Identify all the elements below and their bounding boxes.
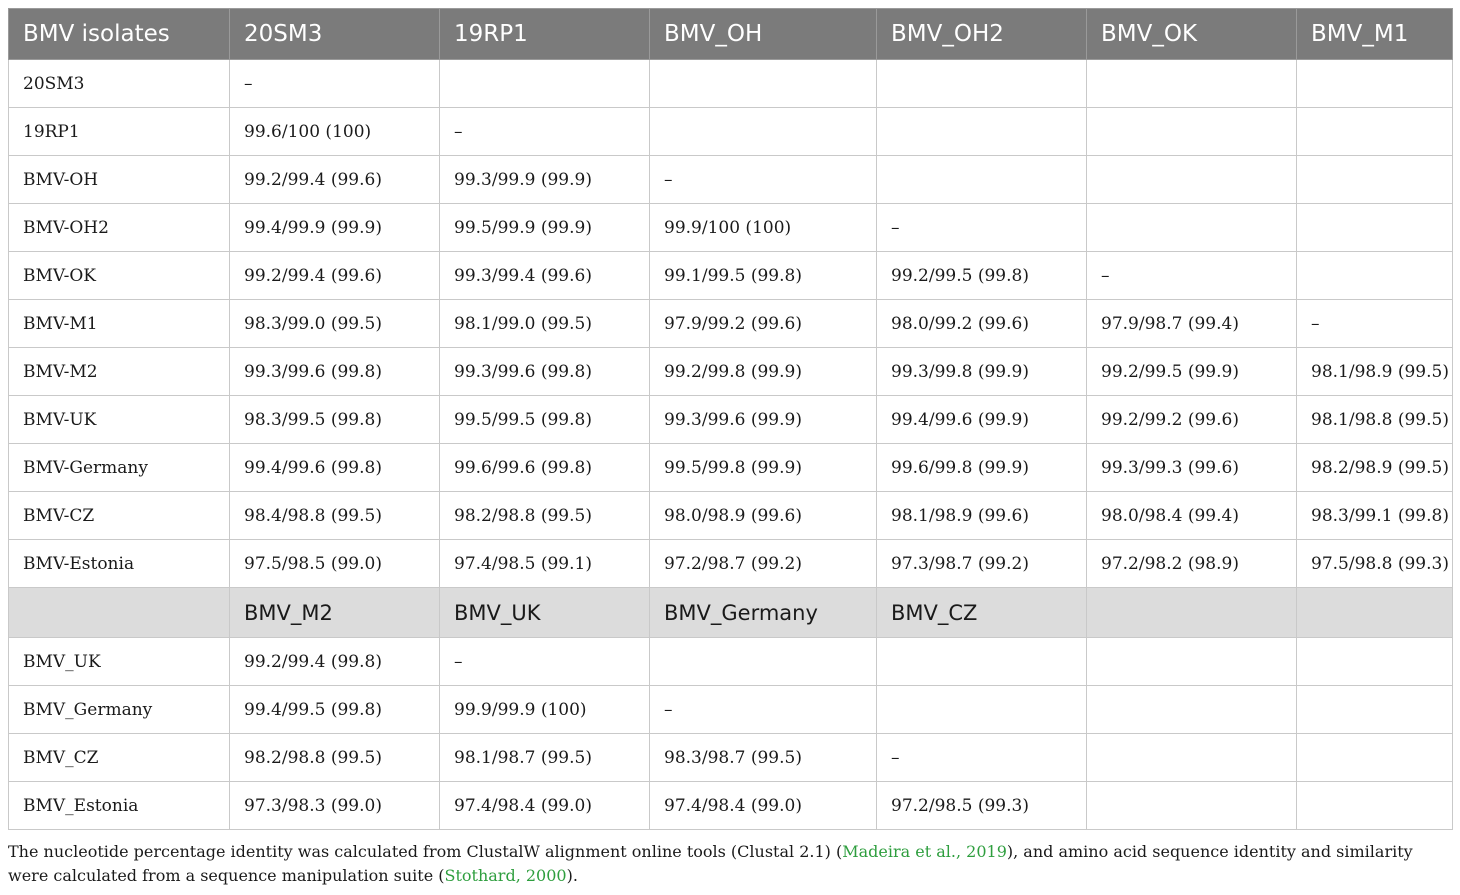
table-cell: 99.9/100 (100) — [650, 204, 877, 252]
footnote-text: ), and amino acid sequence identity and similarity were calculated from a sequence manipulation suite ( — [8, 842, 1413, 885]
table-cell: 97.2/98.2 (98.9) — [1087, 540, 1297, 588]
table-cell: 99.3/99.3 (99.6) — [1087, 444, 1297, 492]
table-row — [9, 60, 1453, 108]
row-label: BMV-M1 — [9, 300, 230, 348]
table-row — [9, 444, 1453, 492]
table-cell — [1087, 686, 1297, 734]
table-row — [9, 638, 1453, 686]
table-cell — [1297, 108, 1453, 156]
table-cell: 97.2/98.5 (99.3) — [877, 782, 1087, 830]
table-row — [9, 252, 1453, 300]
row-label: BMV_CZ — [9, 734, 230, 782]
reference-link-madeira[interactable]: Madeira et al., 2019 — [842, 842, 1007, 861]
table-cell — [1297, 686, 1453, 734]
table-cell: 98.1/99.0 (99.5) — [440, 300, 650, 348]
table-cell — [877, 638, 1087, 686]
table-cell — [1087, 782, 1297, 830]
table-cell: 99.4/99.6 (99.8) — [230, 444, 440, 492]
table-cell — [1087, 108, 1297, 156]
table-cell — [877, 60, 1087, 108]
table-row — [9, 492, 1453, 540]
table-cell: 99.2/99.5 (99.9) — [1087, 348, 1297, 396]
table-cell: 99.3/99.8 (99.9) — [877, 348, 1087, 396]
table-cell: 99.1/99.5 (99.8) — [650, 252, 877, 300]
table-cell: 99.2/99.4 (99.8) — [230, 638, 440, 686]
row-label: 20SM3 — [9, 60, 230, 108]
table-row — [9, 204, 1453, 252]
table-cell: 97.5/98.8 (99.3) — [1297, 540, 1453, 588]
row-label: BMV-UK — [9, 396, 230, 444]
row-label: BMV-Germany — [9, 444, 230, 492]
subheader-cell — [1297, 588, 1453, 638]
table-cell: 99.3/99.4 (99.6) — [440, 252, 650, 300]
row-label: BMV_Estonia — [9, 782, 230, 830]
table-cell — [877, 156, 1087, 204]
table-cell: 98.3/99.5 (99.8) — [230, 396, 440, 444]
table-cell: 99.5/99.8 (99.9) — [650, 444, 877, 492]
table-cell — [1087, 638, 1297, 686]
table-cell: 99.2/99.8 (99.9) — [650, 348, 877, 396]
table-cell — [1087, 156, 1297, 204]
table-row — [9, 782, 1453, 830]
table-cell: 98.1/98.9 (99.5) — [1297, 348, 1453, 396]
table-cell: 99.6/99.6 (99.8) — [440, 444, 650, 492]
reference-link-stothard[interactable]: Stothard, 2000 — [444, 866, 567, 885]
table-cell — [1087, 734, 1297, 782]
table-cell — [650, 60, 877, 108]
row-label: BMV_UK — [9, 638, 230, 686]
table-row — [9, 300, 1453, 348]
table-cell: 99.5/99.9 (99.9) — [440, 204, 650, 252]
table-cell — [1297, 782, 1453, 830]
table-cell: – — [1297, 300, 1453, 348]
table-cell: 98.2/98.8 (99.5) — [230, 734, 440, 782]
footnote-text: The nucleotide percentage identity was calculated from ClustalW alignment online tools (Clustal 2.1) ( — [8, 842, 843, 861]
table-cell: 98.1/98.9 (99.6) — [877, 492, 1087, 540]
table-cell: – — [230, 60, 440, 108]
table-cell: 99.2/99.2 (99.6) — [1087, 396, 1297, 444]
table-cell — [1087, 204, 1297, 252]
subheader-cell: BMV_M2 — [230, 588, 440, 638]
table-cell — [440, 60, 650, 108]
subheader-cell — [9, 588, 230, 638]
table-row — [9, 734, 1453, 782]
table-cell: 98.3/98.7 (99.5) — [650, 734, 877, 782]
table-cell: 99.2/99.4 (99.6) — [230, 252, 440, 300]
row-label: BMV-CZ — [9, 492, 230, 540]
table-cell: 98.0/98.4 (99.4) — [1087, 492, 1297, 540]
table-container — [8, 8, 1452, 830]
table-cell: 98.1/98.8 (99.5) — [1297, 396, 1453, 444]
row-label: BMV_Germany — [9, 686, 230, 734]
table-cell: 99.5/99.5 (99.8) — [440, 396, 650, 444]
table-footnote — [8, 840, 1458, 888]
table-cell: 97.3/98.7 (99.2) — [877, 540, 1087, 588]
table-cell: 98.2/98.9 (99.5) — [1297, 444, 1453, 492]
table-row — [9, 686, 1453, 734]
table-cell: – — [877, 204, 1087, 252]
table-cell: 98.2/98.8 (99.5) — [440, 492, 650, 540]
table-row — [9, 348, 1453, 396]
table-cell: 98.0/98.9 (99.6) — [650, 492, 877, 540]
table-cell: 97.9/98.7 (99.4) — [1087, 300, 1297, 348]
table-cell: – — [650, 156, 877, 204]
table-cell — [650, 638, 877, 686]
table-row — [9, 108, 1453, 156]
table-cell: 98.0/99.2 (99.6) — [877, 300, 1087, 348]
table-cell: 99.9/99.9 (100) — [440, 686, 650, 734]
table-body — [9, 60, 1453, 830]
table-cell — [1297, 156, 1453, 204]
table-cell: 99.3/99.6 (99.8) — [230, 348, 440, 396]
table-cell: 99.4/99.9 (99.9) — [230, 204, 440, 252]
table-cell: 99.2/99.5 (99.8) — [877, 252, 1087, 300]
table-cell: 97.9/99.2 (99.6) — [650, 300, 877, 348]
table-cell: 97.4/98.4 (99.0) — [650, 782, 877, 830]
row-label: BMV-M2 — [9, 348, 230, 396]
table-cell: 99.6/99.8 (99.9) — [877, 444, 1087, 492]
table-cell: 99.2/99.4 (99.6) — [230, 156, 440, 204]
footnote-text: ). — [566, 866, 578, 885]
table-row — [9, 540, 1453, 588]
table-cell — [1297, 204, 1453, 252]
table-cell: – — [1087, 252, 1297, 300]
column-header: BMV_OK — [1087, 9, 1297, 60]
table-cell: 99.6/100 (100) — [230, 108, 440, 156]
row-label: BMV-OH2 — [9, 204, 230, 252]
table-cell: 97.4/98.5 (99.1) — [440, 540, 650, 588]
column-header: 20SM3 — [230, 9, 440, 60]
table-cell: 98.3/99.0 (99.5) — [230, 300, 440, 348]
table-cell: – — [440, 638, 650, 686]
table-cell — [1297, 60, 1453, 108]
table-cell — [1297, 734, 1453, 782]
table-cell: 98.1/98.7 (99.5) — [440, 734, 650, 782]
table-cell: – — [440, 108, 650, 156]
column-header: BMV_OH — [650, 9, 877, 60]
subheader-cell — [1087, 588, 1297, 638]
table-cell — [1297, 252, 1453, 300]
table-cell: 99.4/99.5 (99.8) — [230, 686, 440, 734]
table-cell — [877, 686, 1087, 734]
table-cell — [877, 108, 1087, 156]
column-header: 19RP1 — [440, 9, 650, 60]
table-cell: 99.3/99.9 (99.9) — [440, 156, 650, 204]
table-cell — [1297, 638, 1453, 686]
table-cell: 98.4/98.8 (99.5) — [230, 492, 440, 540]
subheader-cell: BMV_Germany — [650, 588, 877, 638]
table-cell: 97.5/98.5 (99.0) — [230, 540, 440, 588]
identity-table — [8, 8, 1453, 830]
row-label: BMV-OK — [9, 252, 230, 300]
table-cell — [650, 108, 877, 156]
subheader-cell: BMV_CZ — [877, 588, 1087, 638]
row-label: BMV-Estonia — [9, 540, 230, 588]
table-cell: 98.3/99.1 (99.8) — [1297, 492, 1453, 540]
table-cell — [1087, 60, 1297, 108]
column-header-isolates: BMV isolates — [9, 9, 230, 60]
table-cell: 97.3/98.3 (99.0) — [230, 782, 440, 830]
table-cell: – — [877, 734, 1087, 782]
table-row — [9, 156, 1453, 204]
subheader-row — [9, 588, 1453, 638]
subheader-cell: BMV_UK — [440, 588, 650, 638]
table-cell: 99.3/99.6 (99.9) — [650, 396, 877, 444]
table-cell: 99.3/99.6 (99.8) — [440, 348, 650, 396]
row-label: BMV-OH — [9, 156, 230, 204]
header-row — [9, 9, 1453, 60]
column-header: BMV_M1 — [1297, 9, 1453, 60]
row-label: 19RP1 — [9, 108, 230, 156]
table-cell: – — [650, 686, 877, 734]
table-cell: 97.2/98.7 (99.2) — [650, 540, 877, 588]
table-cell: 97.4/98.4 (99.0) — [440, 782, 650, 830]
column-header: BMV_OH2 — [877, 9, 1087, 60]
table-cell: 99.4/99.6 (99.9) — [877, 396, 1087, 444]
table-row — [9, 396, 1453, 444]
